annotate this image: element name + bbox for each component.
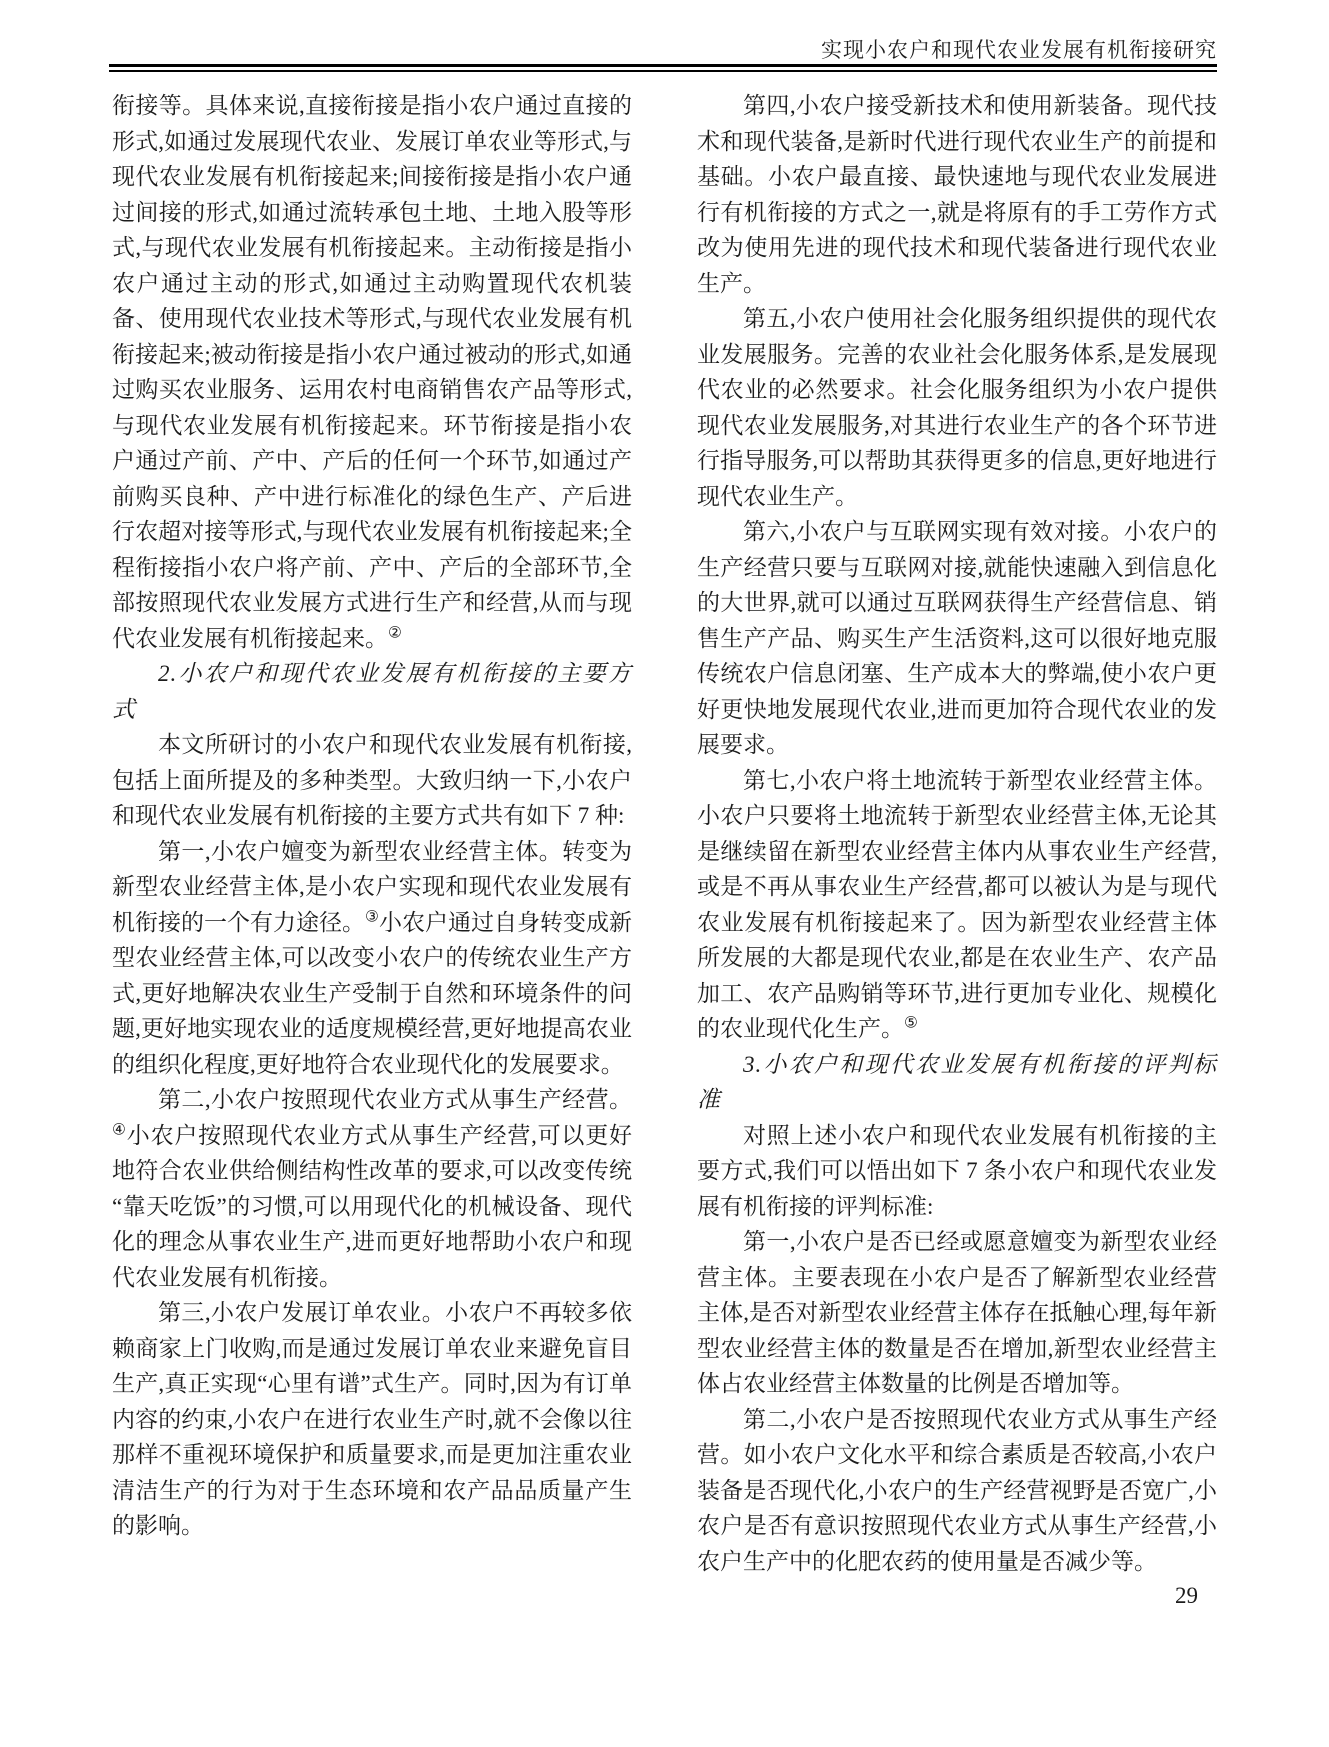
paragraph: 第七,小农户将土地流转于新型农业经营主体。小农户只要将土地流转于新型农业经营主体,无论其是继续留在新型农业经营主体内从事农业生产经营,或是不再从事农业生产经营,都可以被认为是与现代农业发展有机衔接起来了。因为新型农业经营主体所发展的大都是现代农业,都是在农业生产、农产品加工、农产品购销等环节,进行更加专业化、规模化的农业现代化生产。⑤ [697,767,1217,1041]
paragraph: 本文所研讨的小农户和现代农业发展有机衔接,包括上面所提及的多种类型。大致归纳一下,小农户和现代农业发展有机衔接的主要方式共有如下 7 种: [112,732,632,828]
paragraph: 第三,小农户发展订单农业。小农户不再较多依赖商家上门收购,而是通过发展订单农业来避免盲目生产,真正实现“心里有谱”式生产。同时,因为有订单内容的约束,小农户在进行农业生产时,就不会像以往那样不重视环境保护和质量要求,而是更加注重农业清洁生产的行为对于生态环境和农产品品质量产生的影响。 [112,1300,632,1538]
footnote-ref: ⑤ [904,1014,919,1032]
paragraph: 第二,小农户是否按照现代农业方式从事生产经营。如小农户文化水平和综合素质是否较高,小农户装备是否现代化,小农户的生产经营视野是否宽广,小农户是否有意识按照现代农业方式从事生产经营,小农户生产中的化肥农药的使用量是否减少等。 [697,1406,1217,1574]
paragraph: 第四,小农户接受新技术和使用新装备。现代技术和现代装备,是新时代进行现代农业生产的前提和基础。小农户最直接、最快速地与现代农业发展进行有机衔接的方式之一,就是将原有的手工劳作方式改为使用先进的现代技术和现代装备进行现代农业生产。 [697,93,1217,296]
footnote-ref: ④ [112,1120,127,1138]
paragraph: 衔接等。具体来说,直接衔接是指小农户通过直接的形式,如通过发展现代农业、发展订单农业等形式,与现代农业发展有机衔接起来;间接衔接是指小农户通过间接的形式,如通过流转承包土地、土地入股等形式,与现代农业发展有机衔接起来。主动衔接是指小农户通过主动的形式,如通过主动购置现代农机装备、使用现代农业技术等形式,与现代农业发展有机衔接起来;被动衔接是指小农户通过被动的形式,如通过购买农业服务、运用农村电商销售农产品等形式,与现代农业发展有机衔接起来。环节衔接是指小农户通过产前、产中、产后的任何一个环节,如通过产前购买良种、产中进行标准化的绿色生产、产后进行农超对接等形式,与现代农业发展有机衔接起来;全程衔接指小农户将产前、产中、产后的全部环节,全部按照现代农业发展方式进行生产和经营,从而与现代农业发展有机衔接起来。② [112,93,632,651]
left-column [112,88,632,1579]
page-number: 29 [1175,1583,1198,1608]
section-heading: 3.小农户和现代农业发展有机衔接的评判标准 [697,1051,1217,1112]
footnote-ref: ② [388,623,403,641]
right-column [697,88,1217,1579]
paragraph: 第一,小农户嬗变为新型农业经营主体。转变为新型农业经营主体,是小农户实现和现代农业发展有机衔接的一个有力途径。③小农户通过自身转变成新型农业经营主体,可以改变小农户的传统农业生产方式,更好地解决农业生产受制于自然和环境条件的问题,更好地实现农业的适度规模经营,更好地提高农业的组织化程度,更好地符合农业现代化的发展要求。 [112,838,633,1077]
paragraph: 第二,小农户按照现代农业方式从事生产经营。④小农户按照现代农业方式从事生产经营,可以更好地符合农业供给侧结构性改革的要求,可以改变传统“靠天吃饭”的习惯,可以用现代化的机械设备、现代化的理念从事农业生产,进而更好地帮助小农户和现代农业发展有机衔接。 [112,1087,632,1290]
paragraph: 第六,小农户与互联网实现有效对接。小农户的生产经营只要与互联网对接,就能快速融入到信息化的大世界,就可以通过互联网获得生产经营信息、销售生产产品、购买生产生活资料,这可以很好地克服传统农户信息闭塞、生产成本大的弊端,使小农户更好更快地发展现代农业,进而更加符合现代农业的发展要求。 [697,519,1217,757]
paragraph: 第五,小农户使用社会化服务组织提供的现代农业发展服务。完善的农业社会化服务体系,是发展现代农业的必然要求。社会化服务组织为小农户提供现代农业发展服务,对其进行农业生产的各个环节进行指导服务,可以帮助其获得更多的信息,更好地进行现代农业生产。 [697,306,1217,509]
paragraph: 第一,小农户是否已经或愿意嬗变为新型农业经营主体。主要表现在小农户是否了解新型农业经营主体,是否对新型农业经营主体存在抵触心理,每年新型农业经营主体的数量是否在增加,新型农业经营主体占农业经营主体数量的比例是否增加等。 [697,1229,1217,1396]
section-heading: 2.小农户和现代农业发展有机衔接的主要方式 [112,661,632,722]
paragraph: 对照上述小农户和现代农业发展有机衔接的主要方式,我们可以悟出如下 7 条小农户和现代农业发展有机衔接的评判标准: [697,1122,1217,1219]
footnote-ref: ③ [365,907,380,925]
running-title: 实现小农户和现代农业发展有机衔接研究 [821,38,1217,62]
header-double-rule [109,64,1217,72]
text-columns [112,88,1217,1579]
